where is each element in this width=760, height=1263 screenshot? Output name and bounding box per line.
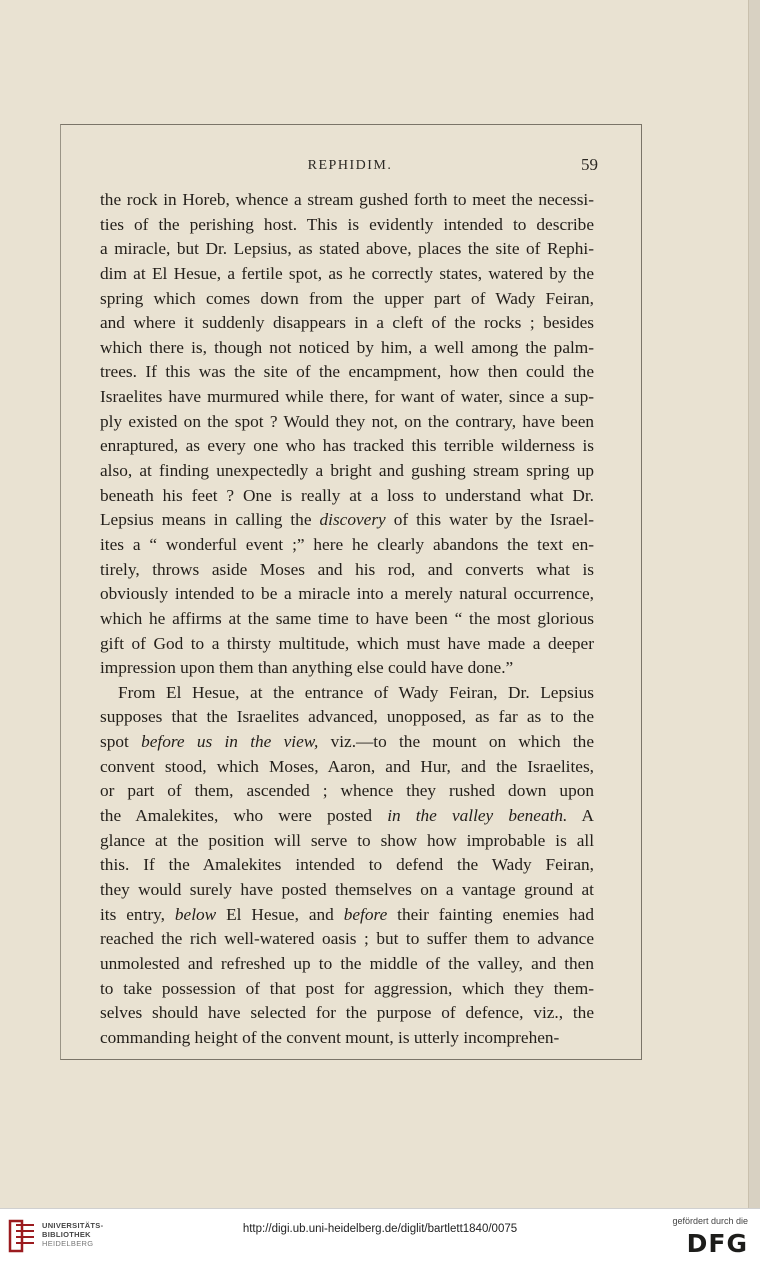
text-line: dim at El Hesue, a fertile spot, as he correctly states, watered by the <box>100 263 594 283</box>
text-line: ply existed on the spot ? Would they not, on the contrary, have been <box>100 411 594 431</box>
text-line: this. If the Amalekites intended to defend the Wady Feiran, <box>100 855 594 875</box>
text-line: and where it suddenly disappears in a cleft of the rocks ; besides <box>100 313 594 333</box>
text-line: the Amalekites, who were posted in the valley beneath. A <box>100 806 594 826</box>
text-line: glance at the position will serve to show how improbable is all <box>100 830 594 850</box>
text-line: Israelites have murmured while there, for want of water, since a sup- <box>100 387 594 407</box>
text-line: supposes that the Israelites advanced, unopposed, as far as to the <box>100 707 594 727</box>
running-head: REPHIDIM. <box>307 158 393 173</box>
text-line: unmolested and refreshed up to the middle of the valley, and then <box>100 953 594 973</box>
body-text <box>100 188 594 1050</box>
permalink-url[interactable]: http://digi.ub.uni-heidelberg.de/diglit/bartlett1840/0075 <box>242 1223 518 1235</box>
text-line: enraptured, as every one who has tracked this terrible wilderness is <box>100 436 594 456</box>
text-line: they would surely have posted themselves on a vantage ground at <box>100 879 594 899</box>
funded-by-label: gefördert durch die <box>672 1216 748 1226</box>
text-line: beneath his feet ? One is really at a loss to understand what Dr. <box>100 485 594 505</box>
text-line: gift of God to a thirsty multitude, which must have made a deeper <box>100 633 594 653</box>
text-line: convent stood, which Moses, Aaron, and Hur, and the Israelites, <box>100 756 594 776</box>
text-line: spring which comes down from the upper part of Wady Feiran, <box>100 288 594 308</box>
viewer-footer <box>0 1208 760 1263</box>
text-line: also, at finding unexpectedly a bright and gushing stream spring up <box>100 461 594 481</box>
text-line: a miracle, but Dr. Lepsius, as stated above, places the site of Rephi- <box>100 239 594 259</box>
text-line: to take possession of that post for aggression, which they them- <box>100 978 594 998</box>
text-line: reached the rich well-watered oasis ; but to suffer them to advance <box>100 929 594 949</box>
text-line: the rock in Horeb, whence a stream gushed forth to meet the necessi- <box>100 190 594 209</box>
text-line: ites a “ wonderful event ;” here he clearly abandons the text en- <box>100 534 594 554</box>
text-line: its entry, below El Hesue, and before their fainting enemies had <box>100 904 594 924</box>
dfg-logo: DFG <box>686 1229 748 1258</box>
text-line: ties of the perishing host. This is evidently intended to describe <box>100 214 594 234</box>
page-header <box>100 155 600 182</box>
page-number: 59 <box>581 155 598 174</box>
text-line: selves should have selected for the purpose of defence, viz., the <box>100 1003 594 1023</box>
text-line: Lepsius means in calling the discovery of this water by the Israel- <box>100 510 594 530</box>
text-line: spot before us in the view, viz.—to the mount on which the <box>100 732 594 752</box>
text-line: which there is, though not noticed by him, a well among the palm- <box>100 337 594 357</box>
text-line: or part of them, ascended ; whence they rushed down upon <box>100 781 594 801</box>
text-line: which he affirms at the same time to have been “ the most glorious <box>100 608 594 628</box>
text-line: commanding height of the convent mount, is utterly incomprehen- <box>100 1027 560 1047</box>
text-line: impression upon them than anything else could have done.” <box>100 658 514 678</box>
library-name-line2: BIBLIOTHEK <box>42 1230 91 1239</box>
text-line: obviously intended to be a miracle into a merely natural occurrence, <box>100 584 594 604</box>
library-name-line1: UNIVERSITÄTS- <box>42 1221 104 1230</box>
text-line: From El Hesue, at the entrance of Wady Feiran, Dr. Lepsius <box>118 682 594 702</box>
library-name-line3: HEIDELBERG <box>42 1239 94 1248</box>
text-line: tirely, throws aside Moses and his rod, and converts what is <box>100 559 594 579</box>
text-line: trees. If this was the site of the encampment, how then could the <box>100 362 594 382</box>
